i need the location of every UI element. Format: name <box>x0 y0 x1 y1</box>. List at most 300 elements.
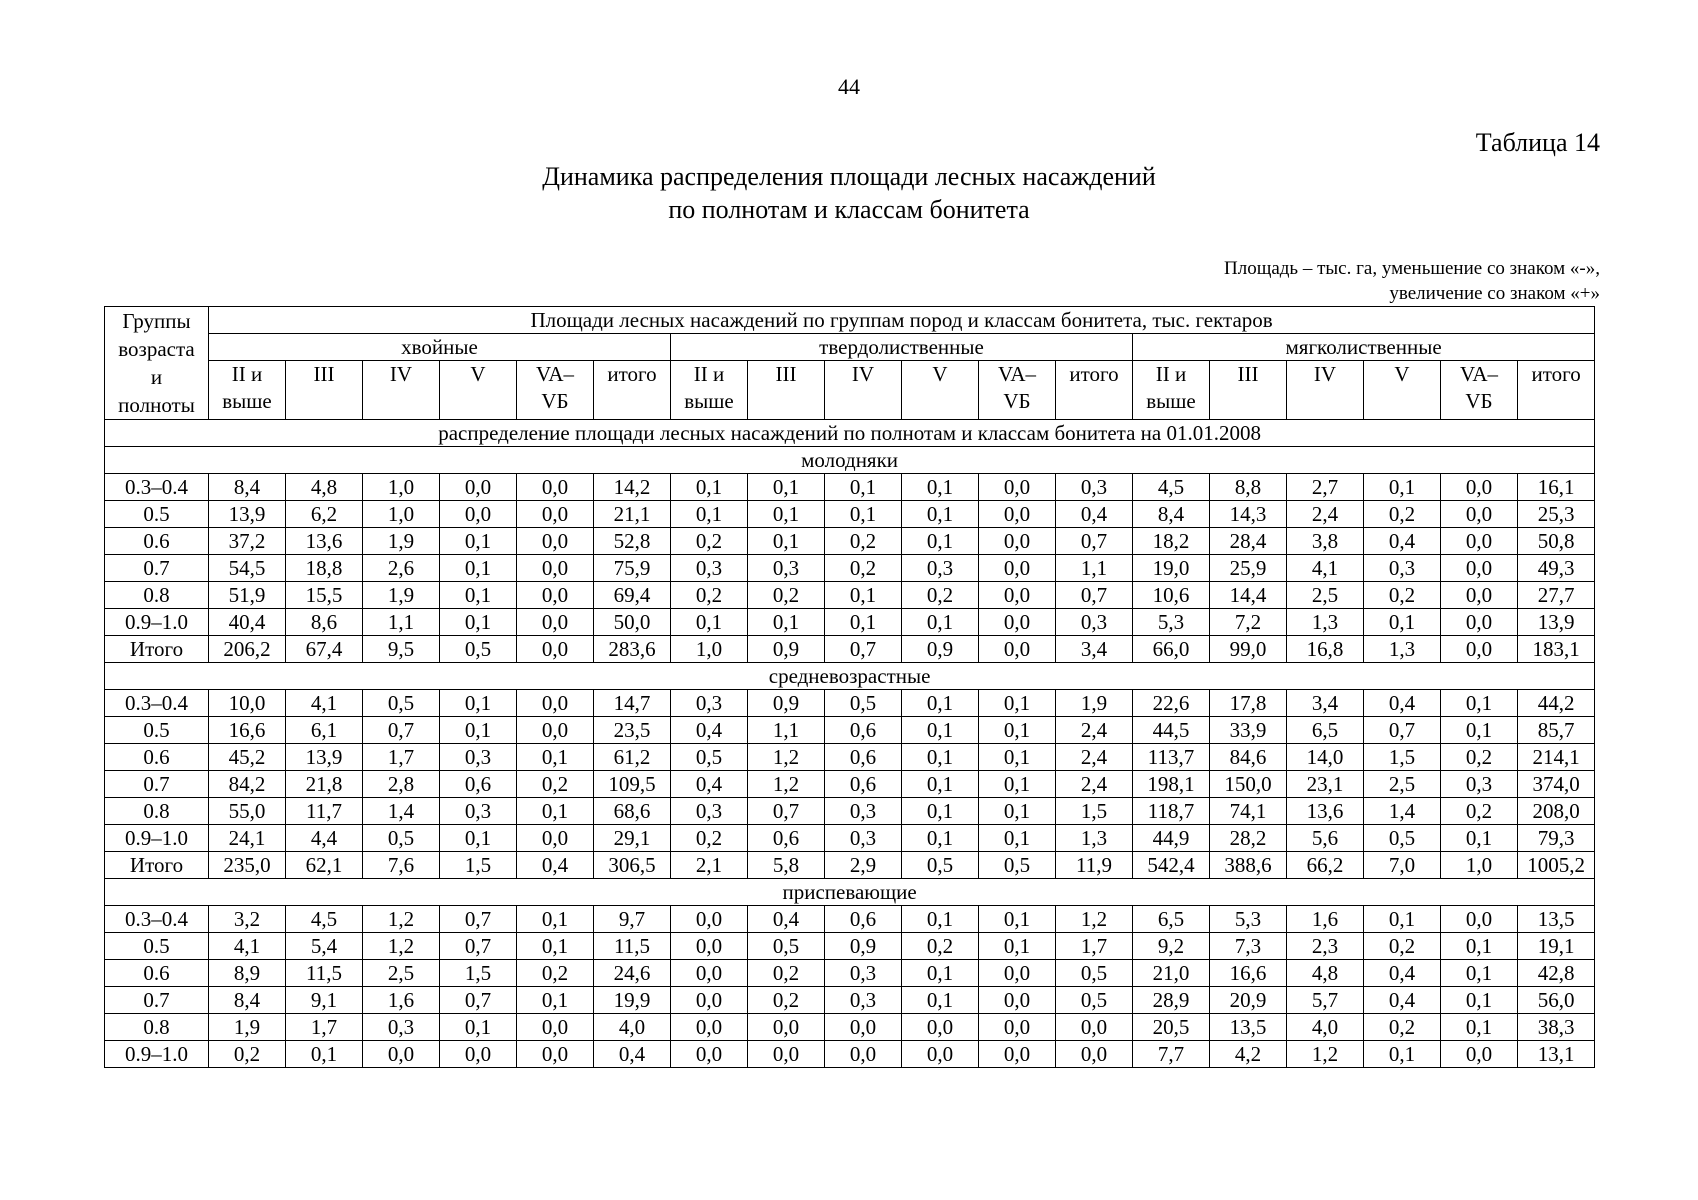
value-cell: 198,1 <box>1133 771 1210 798</box>
value-cell: 0,0 <box>440 474 517 501</box>
value-cell: 7,6 <box>363 852 440 879</box>
value-cell: 2,1 <box>671 852 748 879</box>
value-cell: 13,6 <box>1287 798 1364 825</box>
value-cell: 0,0 <box>1441 906 1518 933</box>
value-cell: 0,3 <box>1364 555 1441 582</box>
value-cell: 0,0 <box>517 717 594 744</box>
value-cell: 0,1 <box>902 906 979 933</box>
value-cell: 16,8 <box>1287 636 1364 663</box>
value-cell: 0,0 <box>979 528 1056 555</box>
value-cell: 0,0 <box>748 1014 825 1041</box>
value-cell: 6,5 <box>1287 717 1364 744</box>
value-cell: 0,0 <box>1441 501 1518 528</box>
table-row <box>105 636 1595 663</box>
value-cell: 0,5 <box>1056 987 1133 1014</box>
table-row <box>105 690 1595 717</box>
table-row <box>105 501 1595 528</box>
value-cell: 0,1 <box>440 1014 517 1041</box>
value-cell: 0,2 <box>1364 933 1441 960</box>
value-cell: 0,7 <box>440 987 517 1014</box>
value-cell: 0,0 <box>902 1014 979 1041</box>
value-cell: 0,4 <box>1364 960 1441 987</box>
value-cell: 0,1 <box>1441 825 1518 852</box>
value-cell: 1,9 <box>209 1014 286 1041</box>
value-cell: 18,2 <box>1133 528 1210 555</box>
value-cell: 0,2 <box>517 960 594 987</box>
value-cell: 44,9 <box>1133 825 1210 852</box>
value-cell: 3,2 <box>209 906 286 933</box>
value-cell: 4,1 <box>286 690 363 717</box>
value-cell: 0,2 <box>748 582 825 609</box>
value-cell: 69,4 <box>594 582 671 609</box>
value-cell: 0,3 <box>748 555 825 582</box>
value-cell: 7,3 <box>1210 933 1287 960</box>
value-cell: 374,0 <box>1518 771 1595 798</box>
value-cell: 2,3 <box>1287 933 1364 960</box>
table-title <box>0 160 1698 226</box>
table-row <box>105 717 1595 744</box>
value-cell: 19,0 <box>1133 555 1210 582</box>
value-cell: 0,1 <box>979 906 1056 933</box>
site-class-header <box>363 361 440 420</box>
value-cell: 150,0 <box>1210 771 1287 798</box>
value-cell: 14,3 <box>1210 501 1287 528</box>
table-row <box>105 960 1595 987</box>
value-cell: 56,0 <box>1518 987 1595 1014</box>
value-cell: 1,5 <box>440 960 517 987</box>
units-note <box>1224 256 1600 306</box>
density-cell: 0.9–1.0 <box>105 825 209 852</box>
value-cell: 23,1 <box>1287 771 1364 798</box>
value-cell: 44,5 <box>1133 717 1210 744</box>
value-cell: 25,9 <box>1210 555 1287 582</box>
value-cell: 8,9 <box>209 960 286 987</box>
value-cell: 0,0 <box>1441 474 1518 501</box>
value-cell: 0,1 <box>1441 717 1518 744</box>
value-cell: 0,0 <box>1441 1041 1518 1068</box>
value-cell: 0,1 <box>825 501 902 528</box>
value-cell: 5,3 <box>1133 609 1210 636</box>
value-cell: 0,5 <box>440 636 517 663</box>
site-class-header <box>1210 361 1287 420</box>
value-cell: 2,7 <box>1287 474 1364 501</box>
table-row <box>105 744 1595 771</box>
value-cell: 1,2 <box>1056 906 1133 933</box>
value-cell: 0,3 <box>363 1014 440 1041</box>
value-cell: 8,6 <box>286 609 363 636</box>
value-cell: 0,6 <box>825 744 902 771</box>
value-cell: 8,8 <box>1210 474 1287 501</box>
value-cell: 1005,2 <box>1518 852 1595 879</box>
site-class-header-line: VA– <box>1459 362 1499 386</box>
value-cell: 4,8 <box>1287 960 1364 987</box>
value-cell: 0,1 <box>902 960 979 987</box>
value-cell: 0,7 <box>1056 582 1133 609</box>
value-cell: 13,1 <box>1518 1041 1595 1068</box>
value-cell: 0,0 <box>1056 1014 1133 1041</box>
table-row <box>105 933 1595 960</box>
value-cell: 52,8 <box>594 528 671 555</box>
value-cell: 0,0 <box>979 501 1056 528</box>
age-group-header <box>105 307 209 420</box>
value-cell: 235,0 <box>209 852 286 879</box>
value-cell: 0,2 <box>825 555 902 582</box>
value-cell: 0,2 <box>1441 798 1518 825</box>
value-cell: 66,2 <box>1287 852 1364 879</box>
value-cell: 28,9 <box>1133 987 1210 1014</box>
value-cell: 0,1 <box>440 690 517 717</box>
value-cell: 0,7 <box>363 717 440 744</box>
value-cell: 0,1 <box>440 555 517 582</box>
site-class-header-line: VA– <box>535 362 575 386</box>
value-cell: 2,4 <box>1287 501 1364 528</box>
value-cell: 0,7 <box>1364 717 1441 744</box>
value-cell: 1,3 <box>1056 825 1133 852</box>
value-cell: 0,1 <box>748 609 825 636</box>
table-row <box>105 609 1595 636</box>
value-cell: 61,2 <box>594 744 671 771</box>
table-row <box>105 798 1595 825</box>
density-cell: 0.5 <box>105 933 209 960</box>
value-cell: 0,1 <box>440 609 517 636</box>
value-cell: 3,8 <box>1287 528 1364 555</box>
value-cell: 74,1 <box>1210 798 1287 825</box>
site-class-header-line: II и <box>1155 362 1187 386</box>
title-line-1: Динамика распределения площади лесных насаждений <box>542 162 1156 191</box>
value-cell: 1,2 <box>748 744 825 771</box>
value-cell: 0,0 <box>979 636 1056 663</box>
site-class-header <box>1518 361 1595 420</box>
value-cell: 0,1 <box>979 798 1056 825</box>
value-cell: 0,1 <box>902 987 979 1014</box>
value-cell: 20,9 <box>1210 987 1287 1014</box>
value-cell: 0,3 <box>1056 474 1133 501</box>
value-cell: 0,1 <box>517 798 594 825</box>
value-cell: 0,1 <box>902 771 979 798</box>
value-cell: 0,1 <box>440 825 517 852</box>
value-cell: 0,0 <box>1441 609 1518 636</box>
value-cell: 21,0 <box>1133 960 1210 987</box>
value-cell: 0,9 <box>748 636 825 663</box>
value-cell: 0,0 <box>1441 528 1518 555</box>
value-cell: 5,4 <box>286 933 363 960</box>
value-cell: 1,9 <box>1056 690 1133 717</box>
value-cell: 0,7 <box>825 636 902 663</box>
section-title: средневозрастные <box>105 663 1595 690</box>
value-cell: 1,2 <box>748 771 825 798</box>
value-cell: 0,1 <box>1441 987 1518 1014</box>
density-cell: 0.9–1.0 <box>105 609 209 636</box>
site-class-header <box>286 361 363 420</box>
value-cell: 0,0 <box>1441 636 1518 663</box>
site-class-header-line: VБ <box>541 389 569 413</box>
value-cell: 0,2 <box>902 582 979 609</box>
density-cell: 0.7 <box>105 987 209 1014</box>
value-cell: 0,7 <box>440 906 517 933</box>
value-cell: 4,1 <box>1287 555 1364 582</box>
value-cell: 29,1 <box>594 825 671 852</box>
value-cell: 1,0 <box>363 474 440 501</box>
table-row <box>105 528 1595 555</box>
value-cell: 24,6 <box>594 960 671 987</box>
value-cell: 0,1 <box>902 528 979 555</box>
value-cell: 0,0 <box>671 960 748 987</box>
value-cell: 23,5 <box>594 717 671 744</box>
site-class-header-line: III <box>775 362 797 386</box>
value-cell: 2,5 <box>1287 582 1364 609</box>
value-cell: 9,5 <box>363 636 440 663</box>
value-cell: 214,1 <box>1518 744 1595 771</box>
value-cell: 0,3 <box>1441 771 1518 798</box>
value-cell: 4,5 <box>286 906 363 933</box>
value-cell: 0,1 <box>979 744 1056 771</box>
page-number: 44 <box>838 74 860 99</box>
value-cell: 0,0 <box>671 1014 748 1041</box>
site-class-header <box>440 361 517 420</box>
value-cell: 0,0 <box>517 582 594 609</box>
age-group-header-line: Группы <box>122 309 191 333</box>
value-cell: 0,0 <box>671 933 748 960</box>
value-cell: 0,7 <box>1056 528 1133 555</box>
value-cell: 0,1 <box>979 825 1056 852</box>
value-cell: 0,1 <box>748 474 825 501</box>
value-cell: 0,5 <box>825 690 902 717</box>
value-cell: 42,8 <box>1518 960 1595 987</box>
value-cell: 0,6 <box>825 771 902 798</box>
table-row <box>105 825 1595 852</box>
density-cell: 0.7 <box>105 555 209 582</box>
value-cell: 28,2 <box>1210 825 1287 852</box>
site-class-header <box>825 361 902 420</box>
value-cell: 1,7 <box>363 744 440 771</box>
value-cell: 1,6 <box>363 987 440 1014</box>
site-class-header-line: V <box>1394 362 1410 386</box>
density-cell: 0.8 <box>105 582 209 609</box>
value-cell: 0,0 <box>363 1041 440 1068</box>
value-cell: 1,9 <box>363 528 440 555</box>
table-row <box>105 906 1595 933</box>
section-title: молодняки <box>105 447 1595 474</box>
value-cell: 2,6 <box>363 555 440 582</box>
value-cell: 16,6 <box>1210 960 1287 987</box>
section-row <box>105 879 1595 906</box>
value-cell: 19,9 <box>594 987 671 1014</box>
value-cell: 1,4 <box>1364 798 1441 825</box>
table-row <box>105 1041 1595 1068</box>
value-cell: 0,0 <box>517 609 594 636</box>
density-cell: 0.3–0.4 <box>105 690 209 717</box>
value-cell: 1,3 <box>1287 609 1364 636</box>
value-cell: 22,6 <box>1133 690 1210 717</box>
site-class-header-line: итого <box>1069 362 1119 386</box>
value-cell: 1,0 <box>363 501 440 528</box>
site-class-header <box>671 361 748 420</box>
value-cell: 16,6 <box>209 717 286 744</box>
value-cell: 0,5 <box>363 690 440 717</box>
value-cell: 0,2 <box>748 987 825 1014</box>
density-cell: 0.7 <box>105 771 209 798</box>
value-cell: 0,1 <box>902 798 979 825</box>
value-cell: 1,2 <box>1287 1041 1364 1068</box>
value-cell: 0,2 <box>1364 501 1441 528</box>
value-cell: 0,0 <box>517 474 594 501</box>
value-cell: 20,5 <box>1133 1014 1210 1041</box>
header-row-subcols <box>105 361 1595 365</box>
density-cell: 0.3–0.4 <box>105 906 209 933</box>
value-cell: 8,4 <box>209 987 286 1014</box>
site-class-header-line: V <box>470 362 486 386</box>
value-cell: 0,1 <box>440 582 517 609</box>
value-cell: 0,1 <box>902 690 979 717</box>
value-cell: 0,1 <box>517 933 594 960</box>
value-cell: 24,1 <box>209 825 286 852</box>
site-class-header-line: II и <box>693 362 725 386</box>
value-cell: 0,5 <box>902 852 979 879</box>
value-cell: 11,9 <box>1056 852 1133 879</box>
value-cell: 18,8 <box>286 555 363 582</box>
value-cell: 0,1 <box>979 771 1056 798</box>
value-cell: 3,4 <box>1287 690 1364 717</box>
header-row-groups <box>105 334 1595 361</box>
value-cell: 0,1 <box>902 744 979 771</box>
value-cell: 0,1 <box>1441 933 1518 960</box>
value-cell: 4,8 <box>286 474 363 501</box>
value-cell: 0,1 <box>1441 960 1518 987</box>
value-cell: 33,9 <box>1210 717 1287 744</box>
value-cell: 85,7 <box>1518 717 1595 744</box>
value-cell: 9,7 <box>594 906 671 933</box>
value-cell: 2,9 <box>825 852 902 879</box>
value-cell: 542,4 <box>1133 852 1210 879</box>
value-cell: 0,4 <box>748 906 825 933</box>
site-class-header-line: III <box>313 362 335 386</box>
value-cell: 0,1 <box>902 609 979 636</box>
value-cell: 0,0 <box>979 555 1056 582</box>
site-class-header-line: V <box>932 362 948 386</box>
value-cell: 0,1 <box>902 825 979 852</box>
site-class-header <box>1056 361 1133 420</box>
value-cell: 0,1 <box>517 906 594 933</box>
value-cell: 37,2 <box>209 528 286 555</box>
value-cell: 0,1 <box>517 744 594 771</box>
value-cell: 5,3 <box>1210 906 1287 933</box>
density-cell: 0.9–1.0 <box>105 1041 209 1068</box>
value-cell: 6,1 <box>286 717 363 744</box>
value-cell: 0,1 <box>671 609 748 636</box>
site-class-header-line: VБ <box>1465 389 1493 413</box>
value-cell: 25,3 <box>1518 501 1595 528</box>
value-cell: 13,9 <box>1518 609 1595 636</box>
value-cell: 16,1 <box>1518 474 1595 501</box>
site-class-header-line: VA– <box>997 362 1037 386</box>
value-cell: 67,4 <box>286 636 363 663</box>
value-cell: 0,3 <box>825 987 902 1014</box>
age-group-header-line: полноты <box>118 393 195 417</box>
value-cell: 9,2 <box>1133 933 1210 960</box>
value-cell: 38,3 <box>1518 1014 1595 1041</box>
density-cell: 0.3–0.4 <box>105 474 209 501</box>
value-cell: 1,6 <box>1287 906 1364 933</box>
value-cell: 0,0 <box>979 609 1056 636</box>
value-cell: 0,5 <box>1364 825 1441 852</box>
value-cell: 0,3 <box>902 555 979 582</box>
value-cell: 21,8 <box>286 771 363 798</box>
value-cell: 0,1 <box>1364 474 1441 501</box>
value-cell: 0,1 <box>671 501 748 528</box>
site-class-header-line: выше <box>222 389 272 413</box>
value-cell: 13,6 <box>286 528 363 555</box>
site-class-header-line: VБ <box>1003 389 1031 413</box>
value-cell: 0,0 <box>825 1014 902 1041</box>
site-class-header <box>1441 361 1518 420</box>
value-cell: 0,2 <box>209 1041 286 1068</box>
value-cell: 0,3 <box>671 690 748 717</box>
value-cell: 2,5 <box>1364 771 1441 798</box>
value-cell: 1,4 <box>363 798 440 825</box>
value-cell: 4,2 <box>1210 1041 1287 1068</box>
value-cell: 1,7 <box>1056 933 1133 960</box>
value-cell: 0,1 <box>979 690 1056 717</box>
value-cell: 7,7 <box>1133 1041 1210 1068</box>
value-cell: 51,9 <box>209 582 286 609</box>
site-class-header-line: IV <box>1313 362 1337 386</box>
value-cell: 0,9 <box>748 690 825 717</box>
value-cell: 10,0 <box>209 690 286 717</box>
value-cell: 0,0 <box>902 1041 979 1068</box>
value-cell: 118,7 <box>1133 798 1210 825</box>
value-cell: 0,0 <box>671 1041 748 1068</box>
value-cell: 2,4 <box>1056 744 1133 771</box>
value-cell: 11,5 <box>286 960 363 987</box>
value-cell: 0,0 <box>671 987 748 1014</box>
value-cell: 1,2 <box>363 906 440 933</box>
value-cell: 2,8 <box>363 771 440 798</box>
value-cell: 0,0 <box>517 1041 594 1068</box>
site-class-header <box>594 361 671 420</box>
site-class-header <box>748 361 825 420</box>
value-cell: 9,1 <box>286 987 363 1014</box>
value-cell: 0,3 <box>440 744 517 771</box>
value-cell: 0,0 <box>979 987 1056 1014</box>
value-cell: 0,4 <box>671 717 748 744</box>
value-cell: 1,0 <box>671 636 748 663</box>
value-cell: 7,2 <box>1210 609 1287 636</box>
value-cell: 0,5 <box>748 933 825 960</box>
value-cell: 0,0 <box>440 1041 517 1068</box>
value-cell: 0,7 <box>440 933 517 960</box>
value-cell: 0,3 <box>1056 609 1133 636</box>
density-cell: Итого <box>105 852 209 879</box>
value-cell: 1,5 <box>440 852 517 879</box>
value-cell: 5,6 <box>1287 825 1364 852</box>
value-cell: 388,6 <box>1210 852 1287 879</box>
section-title: приспевающие <box>105 879 1595 906</box>
value-cell: 0,6 <box>748 825 825 852</box>
density-cell: 0.5 <box>105 717 209 744</box>
table-row <box>105 474 1595 501</box>
value-cell: 0,0 <box>748 1041 825 1068</box>
value-cell: 14,0 <box>1287 744 1364 771</box>
species-group-header: мягколиственные <box>1133 334 1595 361</box>
value-cell: 0,4 <box>594 1041 671 1068</box>
value-cell: 0,1 <box>1441 690 1518 717</box>
value-cell: 0,2 <box>1441 744 1518 771</box>
value-cell: 0,1 <box>671 474 748 501</box>
value-cell: 84,6 <box>1210 744 1287 771</box>
value-cell: 13,5 <box>1210 1014 1287 1041</box>
value-cell: 49,3 <box>1518 555 1595 582</box>
units-note-line-2: увеличение со знаком «+» <box>1389 283 1600 304</box>
